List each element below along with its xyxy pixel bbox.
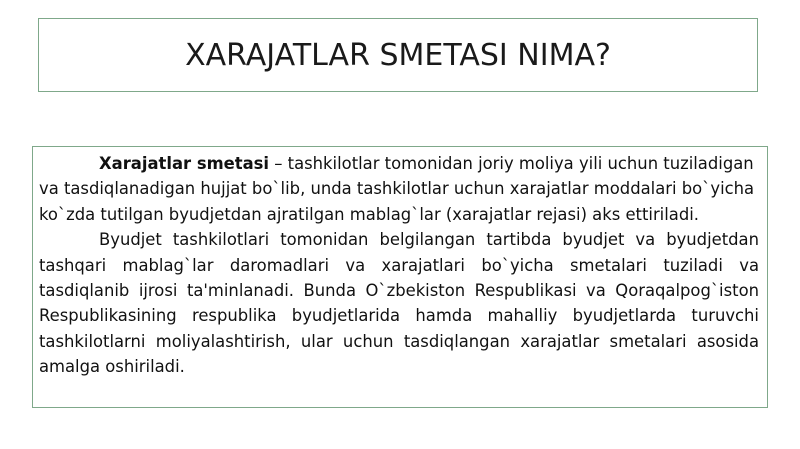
slide-title: XARAJATLAR SMETASI NIMA? [185, 37, 611, 73]
body-paragraph: Byudjet tashkilotlari tomonidan belgilangan tartibda byudjet va byudjetdan tashqari mablag`lar daromadlari va xarajatlari bo`yicha smetalari tuziladi va tasdiqlanib ijrosi ta'minlanadi. Bunda O`zbekiston Respublikasi va Qoraqalpog`iston Respublikasining respublika byudjetlarida hamda mahalliy byudjetlarda turuvchi tashkilotlarni moliyalashtirish, ular uchun tasdiqlangan xarajatlar smetalari asosida amalga oshiriladi. [39, 230, 759, 377]
definition-text: – tashkilotlar tomonidan joriy moliya yili uchun tuziladigan va tasdiqlanadigan hujjat bo`lib, unda tashkilotlar uchun xarajatlar moddalari bo`yicha ko`zda tutilgan byudjetdan ajratilgan mablag`lar (xarajatlar rejasi) aks ettiriladi. [39, 154, 755, 224]
content-box [32, 146, 768, 408]
title-box [38, 18, 758, 92]
defined-term: Xarajatlar smetasi [99, 154, 270, 173]
definition-paragraph [39, 151, 759, 227]
